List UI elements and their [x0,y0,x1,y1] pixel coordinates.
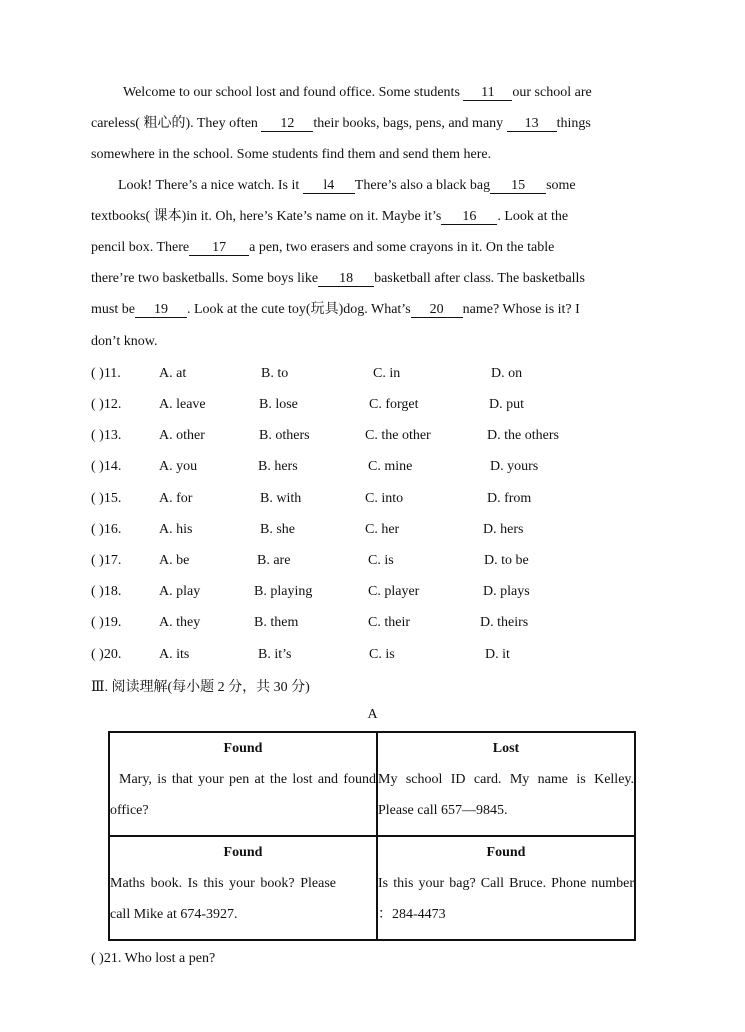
notices-table [108,731,636,941]
notice-found-bag [377,836,635,940]
blank-14: l4 [303,178,355,194]
option-c: C. is [369,647,395,662]
option-a: A. be [159,553,190,568]
option-d: D. yours [490,459,539,474]
option-d: D. theirs [480,615,529,630]
question-number: ( )16. [91,522,122,537]
option-b: B. lose [259,397,298,412]
question-number: ( )15. [91,491,122,506]
option-d: D. it [485,647,510,662]
question-number: ( )20. [91,647,122,662]
notice-body: Maths book. Is this your book? Please call Mike at 674-3927. [110,876,336,922]
passage-p1-line1: Welcome to our school lost and found office. Some students 11 our school are [123,85,592,100]
option-b: B. with [260,491,302,506]
notice-body: Mary, is that your pen at the lost and found office? [110,772,376,818]
passage-p2-line3: pencil box. There 17 a pen, two erasers and some crayons in it. On the table [91,240,555,255]
notice-body: My school ID card. My name is Kelley. Please call 657—9845. [378,772,634,818]
notice-title: Found [486,845,526,860]
option-b: B. it’s [258,647,292,662]
blank-13: 13 [507,116,557,132]
option-d: D. to be [484,553,529,568]
option-d: D. the others [487,428,559,443]
blank-20: 20 [411,302,463,318]
option-b: B. hers [258,459,298,474]
option-a: A. his [159,522,193,537]
question-number: ( )17. [91,553,122,568]
option-c: C. into [365,491,404,506]
passage-p2-line4: there’re two basketballs. Some boys like 18 basketball after class. The basketballs [91,271,585,286]
notice-body: Is this your bag? Call Bruce. Phone number ：284-4473 [378,876,634,922]
option-b: B. to [261,366,289,381]
option-c: C. forget [369,397,419,412]
option-d: D. put [489,397,524,412]
option-b: B. are [257,553,291,568]
option-d: D. plays [483,584,530,599]
option-a: A. leave [159,397,206,412]
blank-16: 16 [441,209,497,225]
passage-p2-line2: textbooks( 课本)in it. Oh, here’s Kate’s name on it. Maybe it’s 16 . Look at the [91,209,569,224]
notice-lost-id-card [377,732,635,836]
option-d: D. hers [483,522,524,537]
option-c: C. in [373,366,401,381]
notice-title: Found [223,741,263,756]
option-a: A. you [159,459,198,474]
option-a: A. they [159,615,201,630]
notice-found-maths-book [109,836,377,940]
option-a: A. at [159,366,187,381]
option-b: B. playing [254,584,313,599]
option-a: A. its [159,647,190,662]
option-c: C. mine [368,459,413,474]
question-number: ( )19. [91,615,122,630]
question-number: ( )18. [91,584,122,599]
blank-17: 17 [189,240,249,256]
question-number: ( )14. [91,459,122,474]
option-a: A. play [159,584,201,599]
blank-18: 18 [318,271,374,287]
passage-p2-line1: Look! There’s a nice watch. Is it l4 There’s also a black bag 15 some [118,178,576,193]
option-a: A. for [159,491,193,506]
option-c: C. their [368,615,410,630]
notice-title: Lost [492,741,520,756]
question-number: ( )13. [91,428,122,443]
option-c: C. the other [365,428,431,443]
blank-19: 19 [135,302,187,318]
section-subtitle: A [367,707,378,722]
passage-p2-line6: don’t know. [91,334,158,349]
option-c: C. her [365,522,400,537]
passage-p1-line2: careless( 粗心的). They often 12 their books, bags, pens, and many 13 things [91,116,591,131]
blank-11: 11 [463,85,512,101]
option-d: D. on [491,366,523,381]
blank-12: 12 [261,116,313,132]
notice-title: Found [223,845,263,860]
option-c: C. is [368,553,394,568]
option-b: B. she [260,522,295,537]
blank-15: 15 [490,178,546,194]
question-21: ( )21. Who lost a pen? [91,951,216,966]
option-a: A. other [159,428,205,443]
question-number: ( )12. [91,397,122,412]
section-title: Ⅲ. 阅读理解(每小题 2 分，共 30 分) [91,680,310,695]
notice-found-pen [109,732,377,836]
option-b: B. others [259,428,310,443]
option-b: B. them [254,615,299,630]
option-d: D. from [487,491,532,506]
option-c: C. player [368,584,420,599]
passage-p2-line5: must be 19 . Look at the cute toy(玩具)dog. What’s 20 name? Whose is it? I [91,302,580,317]
passage-p1-line3: somewhere in the school. Some students find them and send them here. [91,147,492,162]
question-number: ( )11. [91,366,121,381]
